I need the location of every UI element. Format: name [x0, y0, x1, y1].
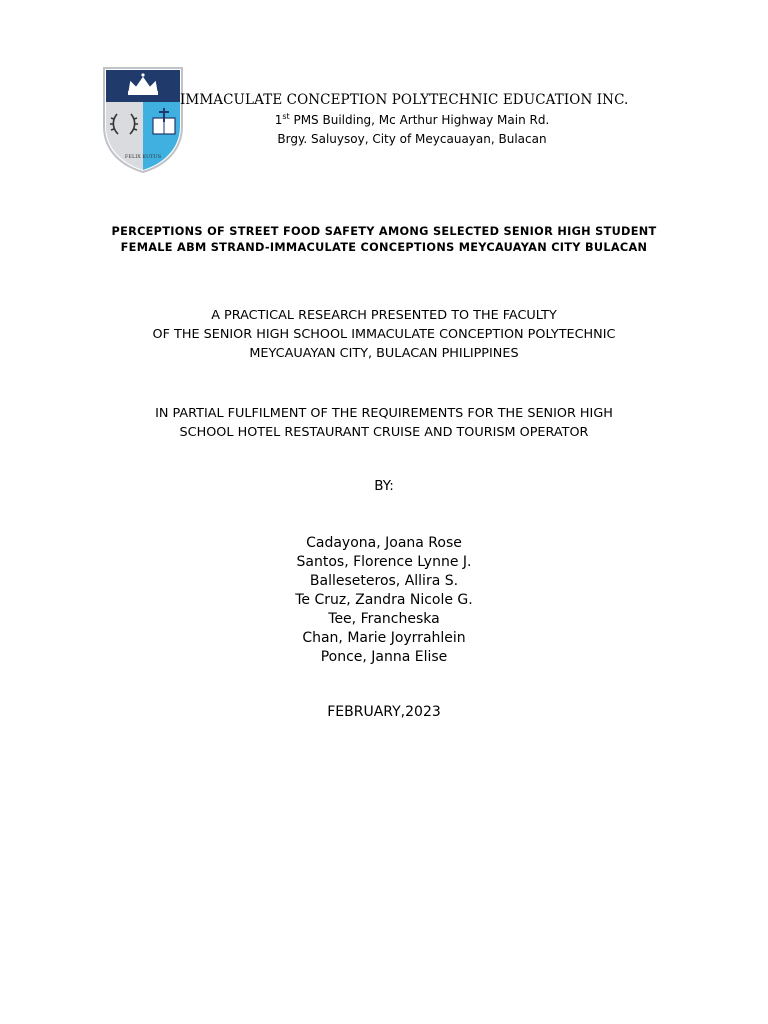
fulfilment-line-1: IN PARTIAL FULFILMENT OF THE REQUIREMENTS FOR THE SENIOR HIGH — [155, 406, 613, 421]
author-name: Tee, Francheska — [328, 611, 440, 627]
author-name: Cadayona, Joana Rose — [306, 535, 462, 551]
presented-line-1: A PRACTICAL RESEARCH PRESENTED TO THE FACULTY — [211, 308, 557, 323]
presented-statement — [60, 306, 708, 363]
address-line-1-text: PMS Building, Mc Arthur Highway Main Rd. — [289, 113, 550, 127]
address-line-2: Brgy. Saluysoy, City of Meycauayan, Bulacan — [277, 132, 547, 146]
author-name: Ponce, Janna Elise — [320, 649, 448, 665]
address-line-1-number: 1 — [274, 113, 283, 127]
thesis-title — [60, 224, 708, 256]
author-name: Balleseteros, Allira S. — [309, 573, 459, 589]
school-logo — [100, 64, 186, 174]
address-line-1-ordinal: st — [282, 112, 290, 121]
author-name: Santos, Florence Lynne J. — [296, 554, 472, 570]
institution-name: IMMACULATE CONCEPTION POLYTECHNIC EDUCATION INC. — [180, 92, 629, 108]
author-list — [60, 534, 708, 667]
fulfilment-line-2: SCHOOL HOTEL RESTAURANT CRUISE AND TOURISM OPERATOR — [179, 425, 589, 440]
thesis-title-line-1: PERCEPTIONS OF STREET FOOD SAFETY AMONG SELECTED SENIOR HIGH STUDENT — [111, 225, 657, 238]
presented-line-2: OF THE SENIOR HIGH SCHOOL IMMACULATE CONCEPTION POLYTECHNIC — [152, 327, 616, 342]
author-name: Te Cruz, Zandra Nicole G. — [295, 592, 473, 608]
logo-motto: FELIX KUTUS — [124, 154, 162, 160]
author-name: Chan, Marie Joyrrahlein — [302, 630, 466, 646]
presented-line-3: MEYCAUAYAN CITY, BULACAN PHILIPPINES — [249, 346, 519, 361]
address-line-1 — [192, 112, 632, 127]
fulfilment-statement — [60, 404, 708, 442]
submission-date: FEBRUARY,2023 — [327, 704, 441, 720]
by-label: BY: — [374, 478, 394, 494]
thesis-title-line-2: FEMALE ABM STRAND-IMMACULATE CONCEPTIONS MEYCAUAYAN CITY BULACAN — [120, 241, 648, 254]
